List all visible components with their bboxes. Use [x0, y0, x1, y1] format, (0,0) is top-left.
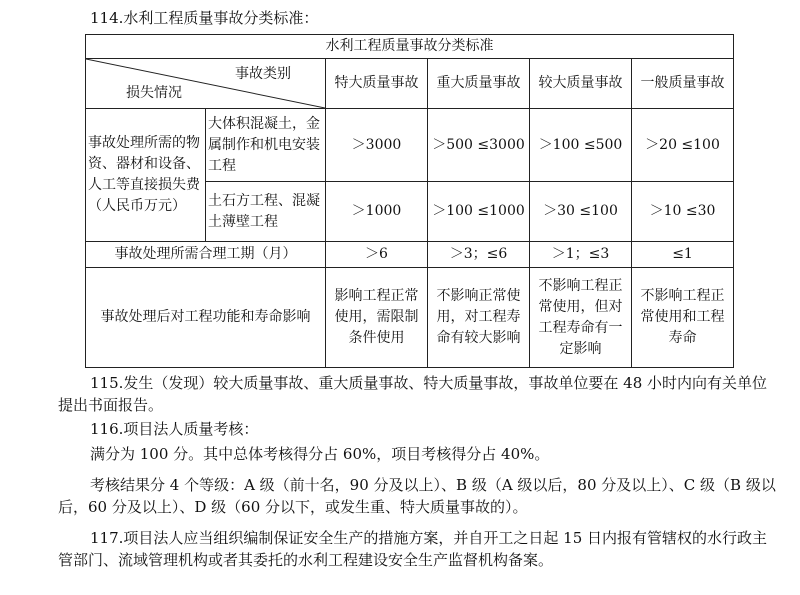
paragraph-116-title: 116.项目法人质量考核： — [90, 420, 259, 438]
table-cell: ＞20 ≤100 — [632, 109, 734, 182]
table-cell: ＞10 ≤30 — [632, 182, 734, 242]
row-group-label: 事故处理所需的物资、器材和设备、人工等直接损失费（人民币万元） — [86, 109, 206, 242]
table-row — [86, 268, 734, 368]
column-header: 一般质量事故 — [632, 59, 734, 109]
table-cell: 不影响工程正常使用，但对工程寿命有一定影响 — [530, 268, 632, 368]
section-heading-114: 114.水利工程质量事故分类标准： — [90, 9, 319, 27]
table-cell: ＞1000 — [326, 182, 428, 242]
table-cell: 不影响正常使用，对工程寿命有较大影响 — [428, 268, 530, 368]
table-cell: ≤1 — [632, 242, 734, 268]
column-header: 重大质量事故 — [428, 59, 530, 109]
table-cell: ＞1；≤3 — [530, 242, 632, 268]
row-sub-label: 土石方工程、混凝土薄壁工程 — [206, 182, 326, 242]
table-cell: 影响工程正常使用，需限制条件使用 — [326, 268, 428, 368]
corner-bottom-label: 损失情况 — [126, 85, 182, 101]
paragraph-116-line2: 考核结果分 4 个等级：A 级（前十名，90 分及以上）、B 级（A 级以后，80 分及以上）、C 级（B 级以后，60 分及以上）、D 级（60 分以下，或发生重、特大质量事故的）。 — [58, 476, 776, 516]
table-cell: ＞30 ≤100 — [530, 182, 632, 242]
table-cell: ＞6 — [326, 242, 428, 268]
table-cell: ＞3000 — [326, 109, 428, 182]
quality-accident-table — [85, 34, 734, 368]
corner-top-label: 事故类别 — [235, 66, 291, 82]
table-row — [86, 109, 734, 182]
table-title-row — [86, 35, 734, 59]
table-row — [86, 242, 734, 268]
table-cell: 不影响工程正常使用和工程寿命 — [632, 268, 734, 368]
table-title: 水利工程质量事故分类标准 — [86, 35, 734, 59]
paragraph-117: 117.项目法人应当组织编制保证安全生产的措施方案，并自开工之日起 15 日内报有管辖权的水行政主管部门、流域管理机构或者其委托的水利工程建设安全生产监督机构备案。 — [58, 529, 768, 569]
table-cell: ＞100 ≤500 — [530, 109, 632, 182]
header-corner-cell — [86, 59, 326, 109]
paragraph-116-line1: 满分为 100 分。其中总体考核得分占 60%，项目考核得分占 40%。 — [90, 445, 550, 463]
table-cell: ＞500 ≤3000 — [428, 109, 530, 182]
row-sub-label: 大体积混凝土，金属制作和机电安装工程 — [206, 109, 326, 182]
column-header: 较大质量事故 — [530, 59, 632, 109]
table-cell: ＞100 ≤1000 — [428, 182, 530, 242]
table-cell: ＞3；≤6 — [428, 242, 530, 268]
table-header-row — [86, 59, 734, 109]
column-header: 特大质量事故 — [326, 59, 428, 109]
period-label: 事故处理所需合理工期（月） — [86, 242, 326, 268]
impact-label: 事故处理后对工程功能和寿命影响 — [86, 268, 326, 368]
paragraph-115: 115.发生（发现）较大质量事故、重大质量事故、特大质量事故，事故单位要在 48 小时内向有关单位提出书面报告。 — [58, 374, 768, 414]
